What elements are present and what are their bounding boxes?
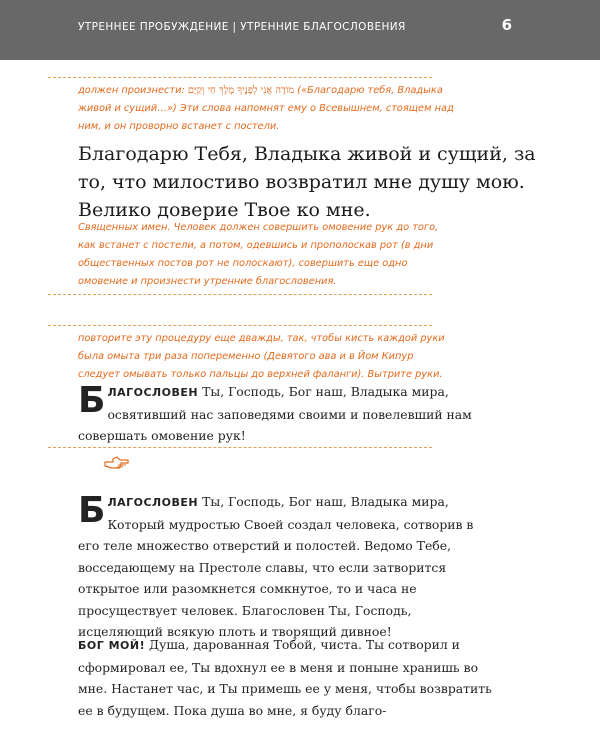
instruction-note [78,82,456,136]
elohai-neshama-prayer [78,634,498,721]
instruction-prefix: должен произнести: [78,85,188,96]
instruction-note: повторите эту процедуру еще дважды, так, чтобы кисть каждой руки была омыта три раза попеременно (Девятого ава и в Йом Кипур следует омывать только пальцы до верхней фаланги). Вытрите руки. [78,333,445,380]
instruction-suffix: («Благодарю тебя, Владыка живой и сущий…») Эти слова напомнят ему о Всевышнем, стоящем над ним, и он проворно встанет с постели. [78,85,454,132]
prayer-lead: БОГ МОЙ! [78,639,146,652]
divider-rule [48,294,432,295]
divider-rule [48,77,432,78]
blessing-hand-washing [78,381,498,447]
hebrew-text: מוֹדֶה אֲנִי לְפָנֶיךָ מֶלֶךְ חַי וְקַיָּם [187,85,295,96]
blessing-asher-yatsar [78,491,498,643]
page-header [0,0,600,60]
instruction-note: Священных имен. Человек должен совершить омовение рук до того, как встанет с постели, а потом, одевшись и прополоскав рот (в дни общественных постов рот не полоскают), совершить еще одно омовение и произнести утренние благословения. [78,222,439,287]
page-number: 6 [501,16,512,34]
running-head: УТРЕННЕЕ ПРОБУЖДЕНИЕ | УТРЕННИЕ БЛАГОСЛОВЕНИЯ [78,21,406,33]
drop-cap: Б [78,380,106,421]
prayer-text: Душа, дарованная Тобой, чиста. Ты сотворил и сформировал ее, Ты вдохнул ее в меня и поныне хранишь во мне. Настанет час, и Ты примешь ее у меня, чтобы возвратить ее в будущем. Пока душа во мне, я буду благо- [78,637,492,718]
modeh-ani-prayer: Благодарю Тебя, Владыка живой и сущий, за то, что милостиво возвратил мне душу мою. Велико доверие Твое ко мне. [78,143,536,221]
divider-rule [48,447,432,448]
blessing-lead: ЛАГОСЛОВЕН [107,496,199,509]
pointing-hand-icon [104,455,130,471]
drop-cap: Б [78,490,106,531]
blessing-lead: ЛАГОСЛОВЕН [107,386,199,399]
blessing-text: Ты, Господь, Бог наш, Владыка мира, освятивший нас заповедями своими и повелевший нам совершать омовение рук! [78,384,472,443]
divider-rule [48,325,432,326]
blessing-text: Ты, Господь, Бог наш, Владыка мира, Который мудростью Своей создал человека, сотворив в его теле множество отверстий и полостей. Ведомо Тебе, восседающему на Престоле славы, что если затворится открытое или разомкнется сомкнутое, то и часа не просуществует человек. Благословен Ты, Господь, исцеляющий всякую плоть и творящий дивное! [78,494,474,639]
